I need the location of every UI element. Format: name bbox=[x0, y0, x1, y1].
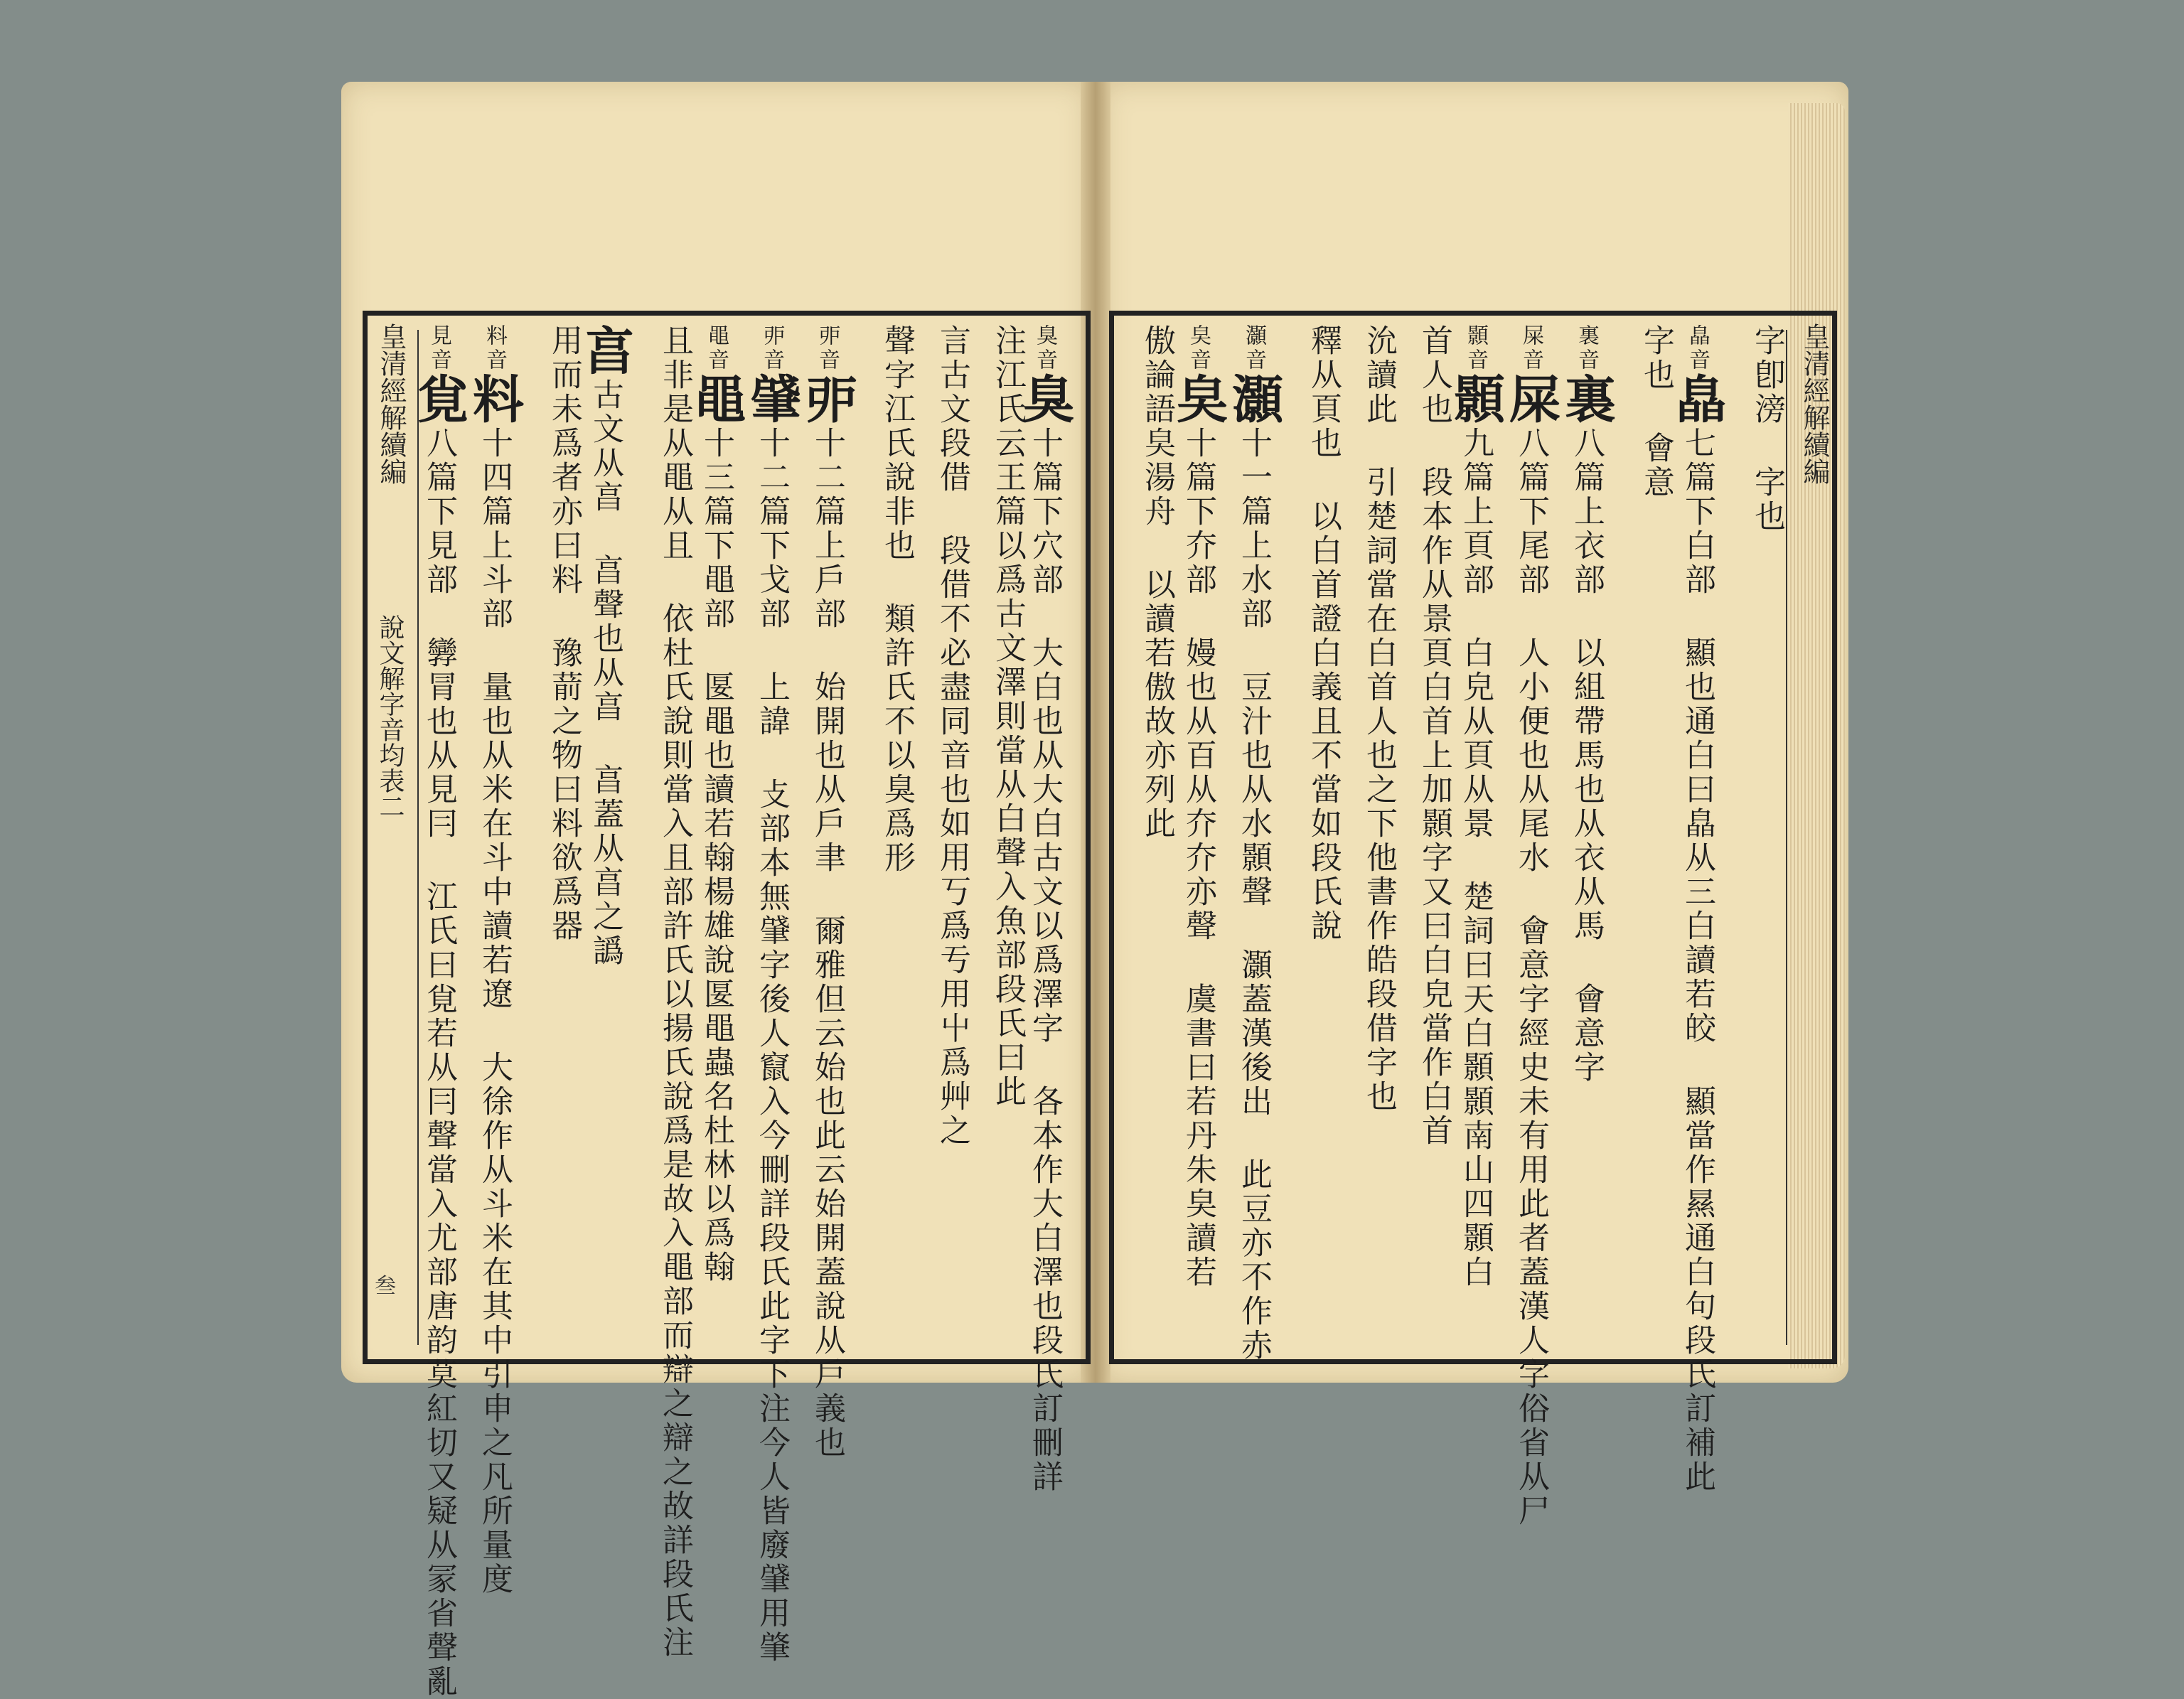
right-column-2: 皛音皛七篇下白部 顯也通白曰皛从三白讀若皎 顯當作㬎通白句段氏訂補此 bbox=[1667, 324, 1728, 1494]
left-column-11: 注江氏云王篇以爲古文澤則當从白聲入魚部段氏曰此 bbox=[990, 324, 1026, 1109]
left-column-1: 見音覍八篇下見部 㝈冐也从見冃 江氏曰覍若从冃聲當入尤部唐韵莫紅切又疑从冡省聲亂 bbox=[409, 324, 469, 1699]
right-column-7: 首人也 段本作从景頁白首上加顥字又曰白皃當作白首 bbox=[1416, 324, 1452, 1148]
right-page-frame bbox=[1109, 311, 1837, 1528]
right-column-11: 㚖音㚖十篇下夰部 嫚也从百从夰夰亦聲 虞書曰若丹朱㚖讀若 bbox=[1168, 324, 1228, 1290]
left-column-2: 料音料十四篇上斗部 量也从米在斗中讀若遼 大徐作从斗米在其中引申之凡所量度 bbox=[464, 324, 525, 1597]
right-column-6: 顥音顥九篇上頁部 白皃从頁从景 楚詞曰天白顥顥南山四顥白 bbox=[1445, 324, 1506, 1290]
left-margin-subtitle: 說文解字音均表二 bbox=[375, 614, 405, 819]
left-column-10: 言古文段借 段借不必盡同音也如用丂爲亐用屮爲艸之 bbox=[934, 324, 970, 1148]
open-book bbox=[341, 82, 1848, 1699]
left-column-7: 戼音肈十二篇下戈部 上諱 攴部本無肈字後人竄入今刪詳段氏此字下注今人皆廢肈用肇 bbox=[742, 324, 802, 1665]
right-column-4: 裏音裏八篇上衣部 以組帶馬也从衣从馬 會意字 bbox=[1556, 324, 1617, 1085]
left-page-number: 叁 bbox=[375, 1274, 396, 1299]
left-column-5: 且非是从黽从且 依杜氏說則當入且部許氏以揚氏說爲是故入黽部而辯之辯之故詳段氏注 bbox=[657, 324, 693, 1660]
left-column-12: 臭音臭十篇下穴部 大白也从大白古文以爲澤字 各本作大白澤也段氏訂刪詳 bbox=[1015, 324, 1075, 1494]
left-column-3: 用而未爲者亦曰料 豫葥之物曰料欲爲器 bbox=[546, 324, 582, 943]
right-column-5: 屎音屎八篇下尾部 人小便也从尾水 會意字經史未有用此者蓋漢人字俗省从尸 bbox=[1501, 324, 1561, 1528]
left-column-6: 黽音黽十三篇下黽部 匽黽也讀若翰楊雄說匽黽蟲名杜林以爲翰 bbox=[686, 324, 746, 1285]
right-column-10: 灝音灝十一篇上水部 豆汁也从水顥聲 灝蓋漢後出 此豆亦不作赤 bbox=[1224, 324, 1284, 1363]
left-margin-title: 皇清經解續編 bbox=[375, 323, 407, 485]
left-column-4: 亯古文从亯 亯聲也从亯 亯蓋从亯之譌 bbox=[575, 324, 636, 968]
right-column-9: 釋从頁也 以白首證白義且不當如段氏說 bbox=[1305, 324, 1342, 943]
right-margin-title: 皇清經解續編 bbox=[1799, 323, 1830, 485]
right-column-12: 傲論語㚖湯舟 以讀若傲故亦列此 bbox=[1139, 324, 1175, 841]
right-column-3: 字也 會意 bbox=[1638, 324, 1674, 500]
right-column-8: 沇讀此 引楚詞當在白首人也之下他書作皓段借字也 bbox=[1361, 324, 1397, 1114]
left-column-9: 聲字江氏說非也 類許氏不以臭爲形 bbox=[879, 324, 915, 875]
left-column-8: 戼音戼十二篇上戶部 始開也从戶聿 爾雅但云始也此云始開蓋說从戶義也 bbox=[797, 324, 857, 1460]
right-column-1: 字卽滂 字也 bbox=[1749, 324, 1785, 534]
left-page-frame bbox=[363, 311, 1091, 1699]
